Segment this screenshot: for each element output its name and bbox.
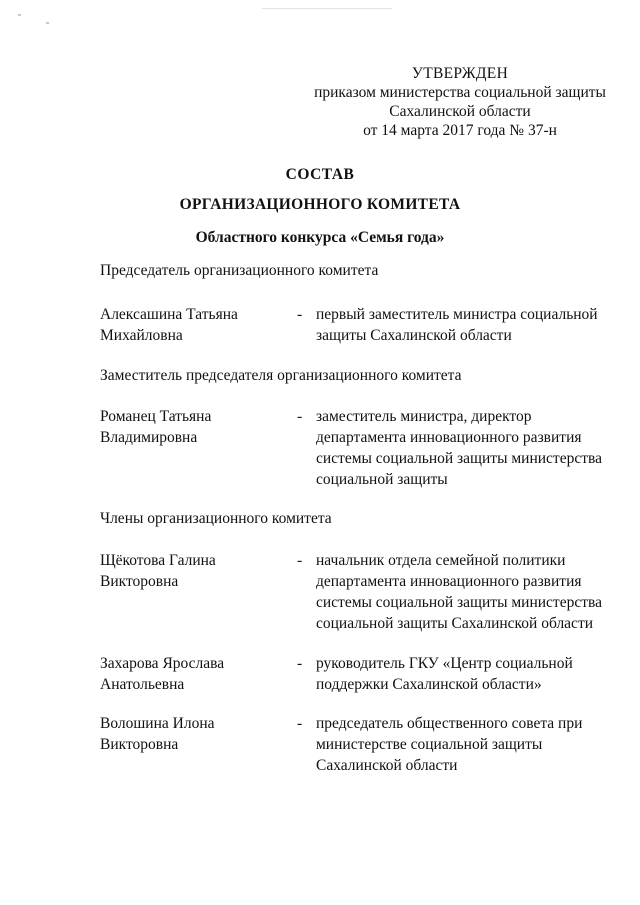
member-role: руководитель ГКУ «Центр социальной поддержки Сахалинской области»	[316, 655, 573, 693]
member-surname-first: Волошина Илона	[100, 715, 215, 732]
member-dash: -	[297, 655, 303, 672]
document-subtitle: ОРГАНИЗАЦИОННОГО КОМИТЕТА	[179, 196, 461, 213]
scan-mark	[18, 14, 21, 16]
member-role: начальник отдела семейной политики департамента инновационного развития системы социальной защиты министерства социальной защиты Сахалинской области	[316, 552, 602, 632]
scan-mark	[46, 22, 49, 24]
approval-title: УТВЕРЖДЕН	[411, 65, 509, 82]
member-name	[100, 304, 290, 346]
section-chair-label: Председатель организационного комитета	[100, 262, 379, 279]
section-deputy-label: Заместитель председателя организационного комитета	[100, 367, 462, 384]
member-role: первый заместитель министра социальной защиты Сахалинской области	[316, 306, 598, 344]
member-dash: -	[297, 306, 303, 323]
member-row	[100, 713, 620, 776]
approval-stamp	[300, 64, 620, 140]
member-row	[100, 653, 620, 695]
member-surname-first: Щёкотова Галина	[100, 552, 216, 569]
member-patronymic: Михайловна	[100, 327, 183, 344]
member-patronymic: Владимировна	[100, 429, 198, 446]
approval-order: приказом министерства социальной защиты	[314, 84, 606, 101]
member-row	[100, 406, 620, 490]
member-row	[100, 304, 620, 364]
member-patronymic: Викторовна	[100, 736, 179, 753]
member-surname-first: Романец Татьяна	[100, 408, 212, 425]
approval-region: Сахалинской области	[389, 103, 531, 120]
member-role: заместитель министра, директор департамента инновационного развития системы социальной защиты министерства социальной защиты	[316, 408, 602, 488]
member-row	[100, 550, 620, 634]
member-surname-first: Алексашина Татьяна	[100, 306, 238, 323]
member-dash: -	[297, 715, 303, 732]
section-members-label: Члены организационного комитета	[100, 510, 332, 527]
member-name	[100, 713, 290, 755]
member-name	[100, 406, 290, 448]
scan-mark	[262, 8, 392, 9]
member-role: председатель общественного совета при министерстве социальной защиты Сахалинской области	[316, 715, 583, 774]
contest-name: Областного конкурса «Семья года»	[195, 229, 445, 246]
member-name	[100, 550, 290, 592]
member-dash: -	[297, 408, 303, 425]
member-surname-first: Захарова Ярослава	[100, 655, 225, 672]
member-dash: -	[297, 552, 303, 569]
member-name	[100, 653, 290, 695]
member-patronymic: Анатольевна	[100, 676, 185, 693]
document-title: СОСТАВ	[285, 166, 355, 183]
approval-date: от 14 марта 2017 года № 37-н	[363, 122, 557, 139]
member-patronymic: Викторовна	[100, 573, 179, 590]
